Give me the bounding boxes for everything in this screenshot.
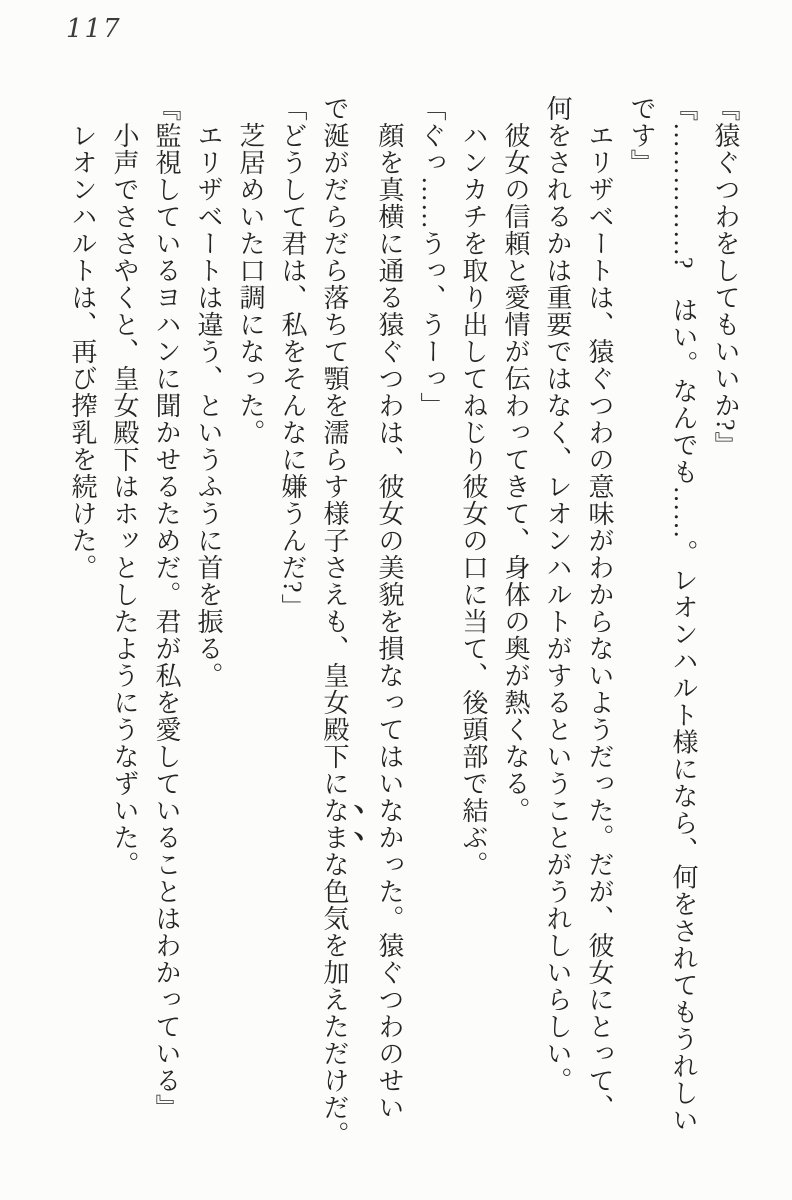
- text-segment: 芝居めいた口調になった。: [236, 95, 265, 446]
- text-line: [536, 95, 578, 1151]
- text-segment: です』: [627, 95, 656, 176]
- text-segment: 『猿ぐつわをしてもいいか?』: [711, 95, 740, 459]
- text-segment: レオンハルトは、再び搾乳を続けた。: [68, 95, 97, 581]
- text-line: [410, 95, 452, 1151]
- text-line: [271, 95, 313, 1151]
- text-segment: 「ぐっ……うっ、うーっ」: [417, 95, 446, 419]
- text-line: [662, 95, 704, 1151]
- text-segment: 『監視しているヨハンに聞かせるためだ。君が私を愛していることはわかっている』: [152, 95, 181, 1121]
- text-segment: 彼女の信頼と愛情が伝わってきて、身体の奥が熱くなる。: [501, 95, 530, 824]
- page-number: 117: [66, 14, 122, 44]
- text-segment: 小声でささやくと、皇女殿下はホッとしたようにうなずいた。: [110, 95, 139, 878]
- text-segment: 何をされるかは重要ではなく、レオンハルトがするということがうれしいらしい。: [543, 95, 572, 1094]
- emphasized-text-segment: なま: [320, 797, 349, 851]
- text-segment: ハンカチを取り出してねじり彼女の口に当て、後頭部で結ぶ。: [459, 95, 488, 878]
- text-line: [452, 95, 494, 1151]
- text-segment: 顔を真横に通る猿ぐつわは、彼女の美貌を損なってはいなかった。猿ぐつわのせい: [375, 95, 404, 1121]
- text-line: [187, 95, 229, 1151]
- text-segment: 『……………? はい。なんでも……。レオンハルト様になら、何をされてもうれしい: [669, 95, 698, 1134]
- text-segment: な色気を加えただけだ。: [320, 851, 349, 1148]
- text-line: [61, 95, 103, 1151]
- text-line: [620, 95, 662, 1151]
- text-line: [145, 95, 187, 1151]
- text-segment: エリザベートは違う、というふうに首を振る。: [194, 95, 223, 689]
- text-line: [103, 95, 145, 1151]
- text-line: [229, 95, 271, 1151]
- vertical-text-block: [61, 95, 746, 1151]
- text-line: [704, 95, 746, 1151]
- text-segment: で涎がだらだら落ちて顎を濡らす様子さえも、皇女殿下に: [320, 95, 349, 797]
- text-line: [494, 95, 536, 1151]
- text-segment: エリザベートは、猿ぐつわの意味がわからないようだった。だが、彼女にとって、: [585, 95, 614, 1121]
- text-line: [578, 95, 620, 1151]
- text-line: [313, 95, 368, 1151]
- text-segment: 「どうして君は、私をそんなに嫌うんだ?」: [278, 95, 307, 621]
- text-line: [368, 95, 410, 1151]
